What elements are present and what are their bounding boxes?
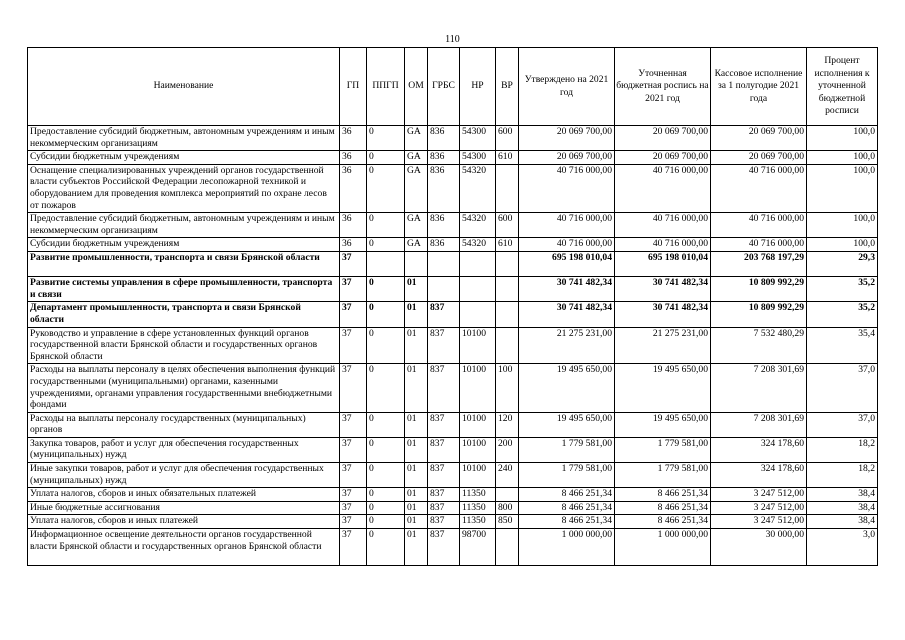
cell-grbs: 837 [428, 515, 460, 529]
table-row [28, 412, 878, 437]
cell-name: Уплата налогов, сборов и иных платежей [28, 515, 340, 529]
cell-percent: 38,4 [807, 488, 878, 502]
cell-ppgp: 0 [367, 488, 405, 502]
cell-om: 01 [405, 364, 428, 412]
cell-refined: 1 779 581,00 [615, 437, 711, 462]
cell-om: 01 [405, 302, 428, 327]
cell-om: 01 [405, 412, 428, 437]
cell-vr: 850 [496, 515, 519, 529]
cell-cash: 20 069 700,00 [711, 126, 807, 151]
cell-approved: 40 716 000,00 [519, 164, 615, 212]
cell-ppgp: 0 [367, 126, 405, 151]
cell-refined: 20 069 700,00 [615, 126, 711, 151]
cell-approved: 30 741 482,34 [519, 277, 615, 302]
cell-gp: 36 [340, 213, 367, 238]
table-row [28, 463, 878, 488]
cell-cash: 40 716 000,00 [711, 213, 807, 238]
cell-percent: 37,0 [807, 364, 878, 412]
cell-name: Развитие промышленности, транспорта и связи Брянской области [28, 251, 340, 276]
cell-vr: 240 [496, 463, 519, 488]
cell-ppgp: 0 [367, 213, 405, 238]
table-row [28, 151, 878, 165]
cell-refined: 30 741 482,34 [615, 302, 711, 327]
cell-percent: 100,0 [807, 213, 878, 238]
cell-gp: 37 [340, 463, 367, 488]
cell-ppgp: 0 [367, 412, 405, 437]
cell-percent: 35,2 [807, 277, 878, 302]
cell-vr: 600 [496, 213, 519, 238]
cell-ppgp: 0 [367, 515, 405, 529]
table-row [28, 529, 878, 566]
cell-name: Предоставление субсидий бюджетным, автономным учреждениям и иным некоммерческим организациям [28, 213, 340, 238]
cell-percent: 35,4 [807, 327, 878, 364]
cell-om: 01 [405, 515, 428, 529]
header-vr: ВР [496, 48, 519, 126]
cell-gp: 36 [340, 126, 367, 151]
cell-ppgp: 0 [367, 529, 405, 566]
cell-grbs: 837 [428, 529, 460, 566]
cell-nr: 10100 [460, 437, 496, 462]
cell-approved: 8 466 251,34 [519, 501, 615, 515]
header-gp: ГП [340, 48, 367, 126]
cell-gp: 37 [340, 327, 367, 364]
cell-cash: 40 716 000,00 [711, 164, 807, 212]
cell-refined: 695 198 010,04 [615, 251, 711, 276]
cell-vr [496, 327, 519, 364]
cell-name: Закупка товаров, работ и услуг для обеспечения государственных (муниципальных) нужд [28, 437, 340, 462]
cell-nr: 54320 [460, 238, 496, 252]
cell-ppgp: 0 [367, 463, 405, 488]
cell-refined: 1 779 581,00 [615, 463, 711, 488]
cell-grbs: 837 [428, 463, 460, 488]
cell-refined: 8 466 251,34 [615, 488, 711, 502]
cell-name: Развитие системы управления в сфере промышленности, транспорта и связи [28, 277, 340, 302]
table-row [28, 164, 878, 212]
cell-nr: 54300 [460, 126, 496, 151]
cell-ppgp: 0 [367, 437, 405, 462]
cell-vr [496, 529, 519, 566]
cell-om: 01 [405, 277, 428, 302]
cell-ppgp: 0 [367, 327, 405, 364]
cell-gp: 37 [340, 437, 367, 462]
cell-gp: 37 [340, 412, 367, 437]
cell-gp: 37 [340, 364, 367, 412]
header-name: Наименование [28, 48, 340, 126]
cell-nr: 54320 [460, 213, 496, 238]
cell-cash: 10 809 992,29 [711, 277, 807, 302]
cell-gp: 37 [340, 501, 367, 515]
cell-name: Субсидии бюджетным учреждениям [28, 238, 340, 252]
header-approved: Утверждено на 2021 год [519, 48, 615, 126]
cell-approved: 8 466 251,34 [519, 488, 615, 502]
cell-vr: 610 [496, 151, 519, 165]
cell-vr: 200 [496, 437, 519, 462]
cell-vr: 120 [496, 412, 519, 437]
cell-gp: 36 [340, 151, 367, 165]
cell-approved: 21 275 231,00 [519, 327, 615, 364]
cell-om: GA [405, 164, 428, 212]
cell-percent: 38,4 [807, 501, 878, 515]
table-row [28, 277, 878, 302]
cell-refined: 19 495 650,00 [615, 412, 711, 437]
table-row [28, 488, 878, 502]
cell-approved: 695 198 010,04 [519, 251, 615, 276]
cell-ppgp: 0 [367, 164, 405, 212]
cell-om: 01 [405, 463, 428, 488]
cell-percent: 100,0 [807, 126, 878, 151]
cell-vr: 600 [496, 126, 519, 151]
cell-approved: 40 716 000,00 [519, 238, 615, 252]
cell-vr [496, 164, 519, 212]
cell-percent: 18,2 [807, 437, 878, 462]
cell-ppgp: 0 [367, 501, 405, 515]
table-row [28, 251, 878, 276]
header-refined: Уточненная бюджетная роспись на 2021 год [615, 48, 711, 126]
cell-name: Департамент промышленности, транспорта и связи Брянской области [28, 302, 340, 327]
cell-grbs: 836 [428, 164, 460, 212]
cell-vr [496, 488, 519, 502]
cell-nr: 11350 [460, 501, 496, 515]
cell-ppgp: 0 [367, 302, 405, 327]
cell-approved: 19 495 650,00 [519, 364, 615, 412]
cell-percent: 100,0 [807, 164, 878, 212]
cell-grbs: 837 [428, 412, 460, 437]
cell-percent: 29,3 [807, 251, 878, 276]
cell-om: 01 [405, 501, 428, 515]
cell-refined: 21 275 231,00 [615, 327, 711, 364]
cell-cash: 7 532 480,29 [711, 327, 807, 364]
cell-om [405, 251, 428, 276]
cell-gp: 36 [340, 164, 367, 212]
cell-approved: 1 779 581,00 [519, 463, 615, 488]
cell-gp: 37 [340, 529, 367, 566]
cell-om: 01 [405, 529, 428, 566]
cell-grbs: 837 [428, 501, 460, 515]
cell-cash: 3 247 512,00 [711, 515, 807, 529]
cell-percent: 100,0 [807, 151, 878, 165]
cell-ppgp: 0 [367, 238, 405, 252]
cell-gp: 37 [340, 251, 367, 276]
cell-refined: 8 466 251,34 [615, 501, 711, 515]
cell-name: Субсидии бюджетным учреждениям [28, 151, 340, 165]
table-row [28, 238, 878, 252]
cell-name: Расходы на выплаты персоналу государственных (муниципальных) органов [28, 412, 340, 437]
cell-cash: 324 178,60 [711, 437, 807, 462]
table-row [28, 437, 878, 462]
cell-cash: 7 208 301,69 [711, 412, 807, 437]
cell-approved: 30 741 482,34 [519, 302, 615, 327]
cell-gp: 37 [340, 515, 367, 529]
header-percent: Процент исполнения к уточненной бюджетной росписи [807, 48, 878, 126]
cell-nr: 11350 [460, 515, 496, 529]
page-number: 110 [445, 34, 460, 45]
cell-grbs [428, 277, 460, 302]
cell-refined: 1 000 000,00 [615, 529, 711, 566]
cell-cash: 40 716 000,00 [711, 238, 807, 252]
cell-grbs [428, 251, 460, 276]
cell-nr [460, 302, 496, 327]
cell-ppgp [367, 251, 405, 276]
header-nr: НР [460, 48, 496, 126]
cell-grbs: 836 [428, 213, 460, 238]
cell-refined: 8 466 251,34 [615, 515, 711, 529]
header-ppgp: ППГП [367, 48, 405, 126]
cell-om: 01 [405, 437, 428, 462]
cell-percent: 100,0 [807, 238, 878, 252]
table-row [28, 126, 878, 151]
table-row [28, 364, 878, 412]
cell-name: Руководство и управление в сфере установленных функций органов государственной власти Брянской области и государственных органов Брянской области [28, 327, 340, 364]
cell-om: GA [405, 238, 428, 252]
cell-refined: 19 495 650,00 [615, 364, 711, 412]
table-body [28, 126, 878, 566]
cell-approved: 20 069 700,00 [519, 151, 615, 165]
cell-ppgp: 0 [367, 277, 405, 302]
cell-vr [496, 277, 519, 302]
cell-nr: 98700 [460, 529, 496, 566]
cell-nr: 11350 [460, 488, 496, 502]
cell-nr: 10100 [460, 364, 496, 412]
header-cash: Кассовое исполнение за 1 полугодие 2021 года [711, 48, 807, 126]
cell-nr: 10100 [460, 412, 496, 437]
table-row [28, 501, 878, 515]
cell-vr [496, 302, 519, 327]
cell-cash: 3 247 512,00 [711, 501, 807, 515]
cell-ppgp: 0 [367, 151, 405, 165]
cell-cash: 10 809 992,29 [711, 302, 807, 327]
table-header-row [28, 48, 878, 126]
cell-cash: 324 178,60 [711, 463, 807, 488]
cell-grbs: 836 [428, 238, 460, 252]
cell-approved: 8 466 251,34 [519, 515, 615, 529]
cell-approved: 1 000 000,00 [519, 529, 615, 566]
cell-grbs: 837 [428, 488, 460, 502]
cell-vr: 100 [496, 364, 519, 412]
cell-vr: 800 [496, 501, 519, 515]
cell-cash: 7 208 301,69 [711, 364, 807, 412]
cell-approved: 19 495 650,00 [519, 412, 615, 437]
cell-om: GA [405, 126, 428, 151]
cell-refined: 40 716 000,00 [615, 238, 711, 252]
cell-refined: 30 741 482,34 [615, 277, 711, 302]
cell-refined: 20 069 700,00 [615, 151, 711, 165]
cell-grbs: 837 [428, 437, 460, 462]
cell-nr [460, 277, 496, 302]
cell-gp: 36 [340, 238, 367, 252]
header-grbs: ГРБС [428, 48, 460, 126]
header-om: ОМ [405, 48, 428, 126]
cell-ppgp: 0 [367, 364, 405, 412]
cell-vr: 610 [496, 238, 519, 252]
cell-grbs: 836 [428, 151, 460, 165]
cell-gp: 37 [340, 277, 367, 302]
cell-cash: 3 247 512,00 [711, 488, 807, 502]
cell-nr: 10100 [460, 327, 496, 364]
cell-gp: 37 [340, 302, 367, 327]
cell-approved: 40 716 000,00 [519, 213, 615, 238]
table-row [28, 515, 878, 529]
cell-grbs: 837 [428, 302, 460, 327]
cell-grbs: 837 [428, 327, 460, 364]
cell-grbs: 837 [428, 364, 460, 412]
cell-name: Расходы на выплаты персоналу в целях обеспечения выполнения функций государственными (муниципальными) органами, казенными учреждениями, органами управления государственными внебюджетными фондами [28, 364, 340, 412]
cell-name: Уплата налогов, сборов и иных обязательных платежей [28, 488, 340, 502]
table-row [28, 327, 878, 364]
cell-nr: 54320 [460, 164, 496, 212]
cell-approved: 1 779 581,00 [519, 437, 615, 462]
cell-grbs: 836 [428, 126, 460, 151]
cell-name: Иные закупки товаров, работ и услуг для обеспечения государственных (муниципальных) нужд [28, 463, 340, 488]
cell-om: GA [405, 213, 428, 238]
cell-nr: 10100 [460, 463, 496, 488]
cell-name: Предоставление субсидий бюджетным, автономным учреждениям и иным некоммерческим организациям [28, 126, 340, 151]
cell-cash: 203 768 197,29 [711, 251, 807, 276]
cell-gp: 37 [340, 488, 367, 502]
cell-percent: 35,2 [807, 302, 878, 327]
cell-approved: 20 069 700,00 [519, 126, 615, 151]
table-row [28, 213, 878, 238]
cell-name: Оснащение специализированных учреждений органов государственной власти субъектов Российской Федерации лесопожарной техникой и оборудованием для проведения комплекса мероприятий по охране лесов от пожаров [28, 164, 340, 212]
cell-nr: 54300 [460, 151, 496, 165]
cell-name: Иные бюджетные ассигнования [28, 501, 340, 515]
budget-table [27, 47, 878, 566]
cell-refined: 40 716 000,00 [615, 213, 711, 238]
cell-percent: 18,2 [807, 463, 878, 488]
cell-om: GA [405, 151, 428, 165]
cell-nr [460, 251, 496, 276]
cell-cash: 20 069 700,00 [711, 151, 807, 165]
cell-om: 01 [405, 488, 428, 502]
cell-cash: 30 000,00 [711, 529, 807, 566]
cell-vr [496, 251, 519, 276]
cell-om: 01 [405, 327, 428, 364]
table-row [28, 302, 878, 327]
cell-percent: 3,0 [807, 529, 878, 566]
cell-name: Информационное освещение деятельности органов государственной власти Брянской области и государственных органов Брянской области [28, 529, 340, 566]
cell-percent: 37,0 [807, 412, 878, 437]
cell-refined: 40 716 000,00 [615, 164, 711, 212]
cell-percent: 38,4 [807, 515, 878, 529]
